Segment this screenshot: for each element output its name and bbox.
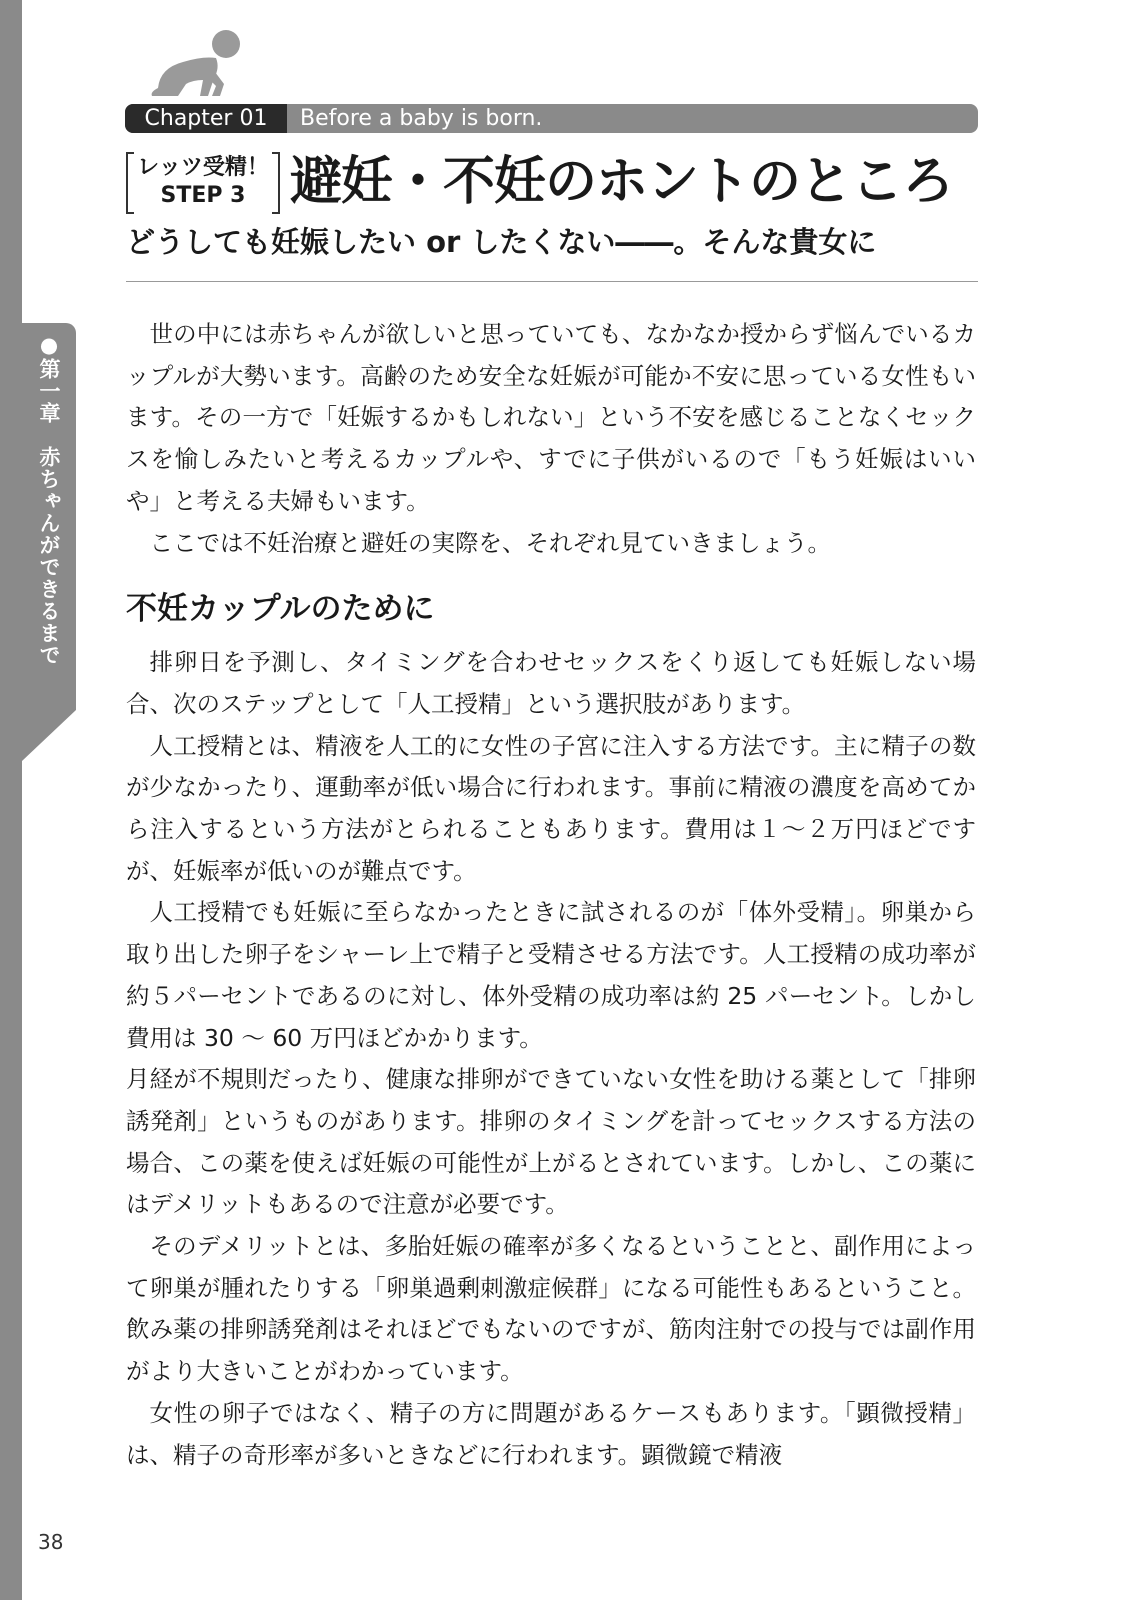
section-paragraph: そのデメリットとは、多胎妊娠の確率が多くなるということと、副作用によって卵巣が腫れたりする「卵巣過剰刺激症候群」になる可能性もあるということ。飲み薬の排卵誘発剤はそれほどでもないのですが、筋肉注射での投与では副作用がより大きいことがわかっています。 — [126, 1232, 976, 1386]
section-heading: 不妊カップルのために — [126, 591, 435, 628]
intro-paragraph: ここでは不妊治療と避妊の実際を、それぞれ見ていきましょう。 — [149, 528, 831, 557]
chapter-number: Chapter 01 — [125, 104, 287, 133]
step-label-box — [126, 152, 280, 214]
section-paragraph: 人工授精でも妊娠に至らなかったときに試されるのが「体外受精」。卵巣から取り出した卵子をシャーレ上で精子と受精させる方法です。人工授精の成功率が約５パーセントであるのに対し、体外受精の成功率は約 25 パーセント。しかし費用は 30 ～ 60 万円ほどかかります。 — [126, 898, 976, 1052]
step-label-line2: STEP 3 — [160, 183, 246, 208]
section-paragraph: 排卵日を予測し、タイミングを合わせセックスをくり返しても妊娠しない場合、次のステップとして「人工授精」という選択肢があります。 — [126, 648, 976, 718]
chapter-header-bar — [125, 104, 978, 133]
crawling-baby-icon — [148, 28, 248, 100]
side-margin-bar — [0, 0, 22, 1600]
page-subtitle: どうしても妊娠したい or したくない――。そんな貴女に — [126, 225, 877, 259]
chapter-subtitle: Before a baby is born. — [300, 106, 543, 131]
article-body — [126, 314, 976, 1476]
title-divider — [126, 281, 978, 282]
section-paragraph: 月経が不規則だったり、健康な排卵ができていない女性を助ける薬として「排卵誘発剤」というものがあります。排卵のタイミングを計ってセックスする方法の場合、この薬を使えば妊娠の可能性が上がるとされています。しかし、この薬にはデメリットもあるので注意が必要です。 — [126, 1065, 976, 1219]
chapter-side-tab-label: ●第一章 赤ちゃんができるまで — [37, 333, 61, 666]
section-paragraph: 人工授精とは、精液を人工的に女性の子宮に注入する方法です。主に精子の数が少なかったり、運動率が低い場合に行われます。事前に精液の濃度を高めてから注入するという方法がとられることもあります。費用は１～２万円ほどですが、妊娠率が低いのが難点です。 — [126, 731, 976, 885]
intro-paragraph: 世の中には赤ちゃんが欲しいと思っていても、なかなか授からず悩んでいるカップルが大勢います。高齢のため安全な妊娠が可能か不安に思っている女性もいます。その一方で「妊娠するかもしれない」という不安を感じることなくセックスを愉しみたいと考えるカップルや、すでに子供がいるので「もう妊娠はいいや」と考える夫婦もいます。 — [126, 320, 976, 515]
step-label-line1: レッツ受精！ — [137, 155, 269, 180]
page-number: 38 — [38, 1530, 64, 1554]
page-title: 避妊・不妊のホントのところ — [290, 152, 954, 212]
section-paragraph: 女性の卵子ではなく、精子の方に問題があるケースもあります。「顕微授精」は、精子の奇形率が多いときなどに行われます。顕微鏡で精液 — [126, 1398, 976, 1469]
